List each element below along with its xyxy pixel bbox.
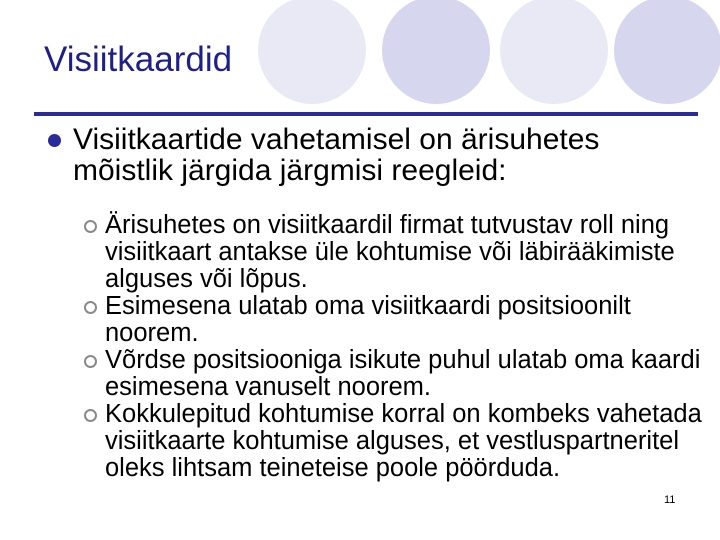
ring-bullet-icon: [84, 220, 97, 233]
sub-bullet-list: [84, 212, 704, 482]
list-item: [84, 293, 704, 347]
ring-bullet-icon: [84, 355, 97, 368]
page-number: 11: [664, 494, 676, 506]
filled-bullet-icon: [48, 134, 61, 147]
list-item-text: Võrdse positsiooniga isikute puhul ulatab oma kaardi esimesena vanuselt noorem.: [105, 346, 701, 401]
list-item: [84, 347, 704, 401]
list-item-text: Kokkulepitud kohtumise korral on kombeks vahetada visiitkaarte kohtumise alguses, et vestluspartneritel oleks lihtsam teineteise poole pöörduda.: [105, 400, 702, 482]
decorative-circle: [614, 0, 720, 104]
main-bullet: [48, 124, 678, 186]
list-item: [84, 212, 704, 293]
ring-bullet-icon: [84, 409, 97, 422]
list-item-text: Esimesena ulatab oma visiitkaardi positsioonilt noorem.: [105, 292, 631, 347]
slide-title: Visiitkaardid: [44, 40, 233, 79]
list-item: [84, 401, 704, 482]
list-item-text: Ärisuhetes on visiitkaardil firmat tutvustav roll ning visiitkaart antakse üle kohtumise või läbirääkimiste alguses või lõpus.: [105, 211, 675, 293]
ring-bullet-icon: [84, 301, 97, 314]
decorative-circle: [382, 0, 490, 104]
decorative-circle: [258, 0, 366, 104]
main-bullet-text: Visiitkaartide vahetamisel on ärisuhetes mõistlik järgida järgmisi reegleid:: [73, 123, 600, 187]
title-divider: [34, 112, 698, 116]
decorative-circle: [500, 0, 608, 104]
